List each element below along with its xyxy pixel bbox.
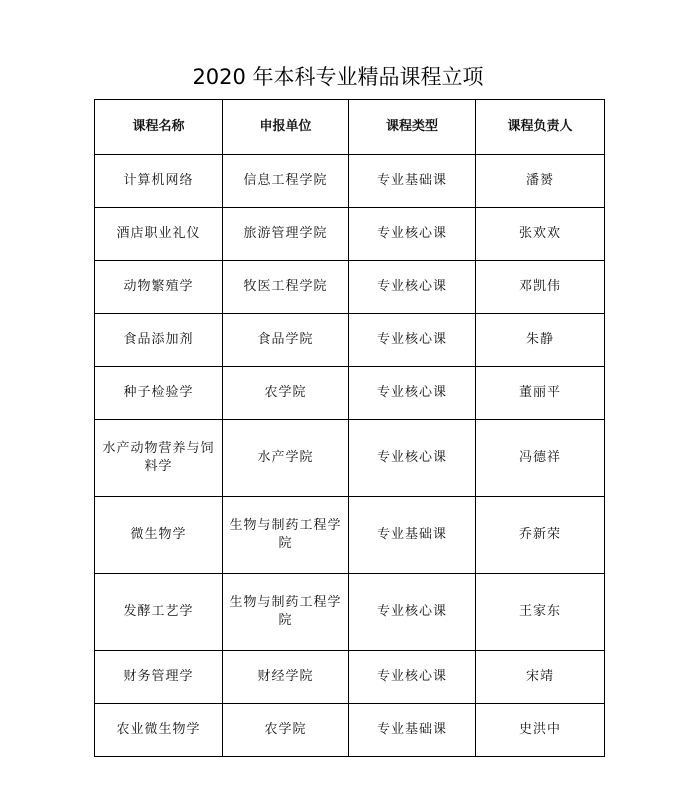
cell-course-name: 水产动物营养与饲料学 xyxy=(95,420,223,497)
cell-applying-unit: 水产学院 xyxy=(223,420,349,497)
table-row xyxy=(95,155,605,208)
table-row xyxy=(95,497,605,574)
table-row xyxy=(95,651,605,704)
cell-course-lead: 董丽平 xyxy=(476,367,605,420)
cell-course-lead: 宋靖 xyxy=(476,651,605,704)
cell-course-name: 种子检验学 xyxy=(95,367,223,420)
cell-course-type: 专业基础课 xyxy=(349,155,476,208)
cell-course-type: 专业核心课 xyxy=(349,420,476,497)
header-applying-unit: 申报单位 xyxy=(223,100,349,155)
cell-course-lead: 王家东 xyxy=(476,574,605,651)
table-row xyxy=(95,367,605,420)
page-title: 2020 年本科专业精品课程立项 xyxy=(192,65,484,89)
cell-course-name: 农业微生物学 xyxy=(95,704,223,757)
table-row xyxy=(95,574,605,651)
table-row xyxy=(95,314,605,367)
table-row xyxy=(95,208,605,261)
cell-applying-unit: 农学院 xyxy=(223,367,349,420)
cell-applying-unit: 信息工程学院 xyxy=(223,155,349,208)
header-course-type: 课程类型 xyxy=(349,100,476,155)
cell-course-lead: 邓凯伟 xyxy=(476,261,605,314)
table-header-row xyxy=(95,100,605,155)
cell-course-name: 计算机网络 xyxy=(95,155,223,208)
cell-applying-unit: 牧医工程学院 xyxy=(223,261,349,314)
cell-course-type: 专业基础课 xyxy=(349,704,476,757)
cell-course-name: 动物繁殖学 xyxy=(95,261,223,314)
cell-course-lead: 冯德祥 xyxy=(476,420,605,497)
cell-course-type: 专业核心课 xyxy=(349,208,476,261)
cell-applying-unit: 财经学院 xyxy=(223,651,349,704)
cell-course-lead: 潘赟 xyxy=(476,155,605,208)
table-row xyxy=(95,420,605,497)
cell-course-type: 专业基础课 xyxy=(349,497,476,574)
cell-course-name: 酒店职业礼仪 xyxy=(95,208,223,261)
cell-course-type: 专业核心课 xyxy=(349,367,476,420)
cell-course-lead: 张欢欢 xyxy=(476,208,605,261)
header-course-name: 课程名称 xyxy=(95,100,223,155)
cell-course-lead: 史洪中 xyxy=(476,704,605,757)
cell-applying-unit: 食品学院 xyxy=(223,314,349,367)
course-table xyxy=(94,99,605,757)
cell-course-name: 微生物学 xyxy=(95,497,223,574)
cell-course-type: 专业核心课 xyxy=(349,574,476,651)
cell-applying-unit: 生物与制药工程学院 xyxy=(223,574,349,651)
cell-course-lead: 乔新荣 xyxy=(476,497,605,574)
cell-course-type: 专业核心课 xyxy=(349,314,476,367)
cell-course-name: 发酵工艺学 xyxy=(95,574,223,651)
cell-course-name: 财务管理学 xyxy=(95,651,223,704)
table-row xyxy=(95,261,605,314)
cell-course-name: 食品添加剂 xyxy=(95,314,223,367)
cell-applying-unit: 旅游管理学院 xyxy=(223,208,349,261)
cell-applying-unit: 农学院 xyxy=(223,704,349,757)
cell-course-type: 专业核心课 xyxy=(349,651,476,704)
cell-course-type: 专业核心课 xyxy=(349,261,476,314)
header-course-lead: 课程负责人 xyxy=(476,100,605,155)
cell-applying-unit: 生物与制药工程学院 xyxy=(223,497,349,574)
table-row xyxy=(95,704,605,757)
cell-course-lead: 朱静 xyxy=(476,314,605,367)
